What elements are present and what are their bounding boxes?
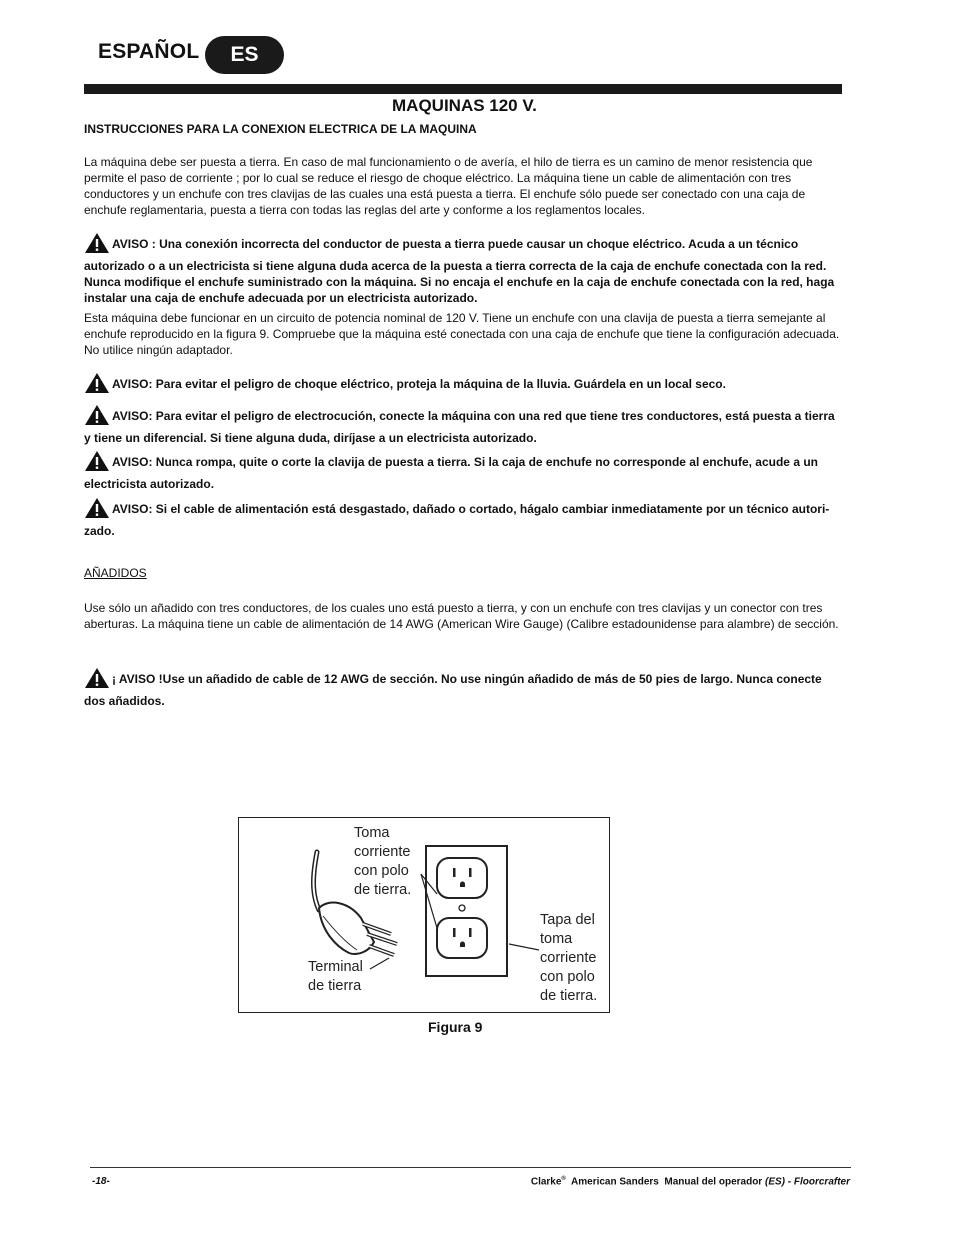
warning-icon [84,404,110,430]
footer-title: Clarke® American Sanders Manual del operador (ES) - Floorcrafter [530,1176,850,1188]
warning-item [84,372,844,398]
cover-label: Tapa del toma corriente con polo de tierra. [540,912,598,1004]
warning-text: AVISO: Para evitar el peligro de choque eléctrico, proteja la máquina de la lluvia. Guárdela en un local seco. [112,377,726,391]
outlet-label: Toma corriente con polo de tierra. [354,825,412,898]
warning-icon [84,450,110,476]
instructions-subtitle: INSTRUCCIONES PARA LA CONEXION ELECTRICA DE LA MAQUINA [84,122,477,136]
warning-item [84,497,844,539]
warning-icon [84,667,110,693]
terminal-label: Terminal de tierra [308,959,363,994]
warning-item [84,404,844,446]
footer-rule [90,1167,851,1168]
warning-text: AVISO: Si el cable de alimentación está desgastado, dañado o cortado, hágalo cambiar inmediatamente por un técnico autori-zado. [84,502,830,538]
warning-item [84,232,844,306]
paragraph-grounding: La máquina debe ser puesta a tierra. En caso de mal funcionamiento o de avería, el hilo de tierra es un camino de menor resistencia que permite el paso de corriente ; por lo cual se reduce el riesgo de choque eléctrico. La máquina tiene un cable de alimentación con tres conductores y un enchufe con tres clavijas de las cuales una está puesta a tierra. El enchufe sólo puede ser conectado con una caja de enchufe reglamentaria, puesta a tierra con todas las reglas del arte y conforme a los reglamentos locales. [84,155,813,217]
page-number: -18- [92,1176,110,1187]
section-title: MAQUINAS 120 V. [392,96,537,115]
paragraph-circuit: Esta máquina debe funcionar en un circuito de potencia nominal de 120 V. Tiene un enchufe con una clavija de puesta a tierra semejante al enchufe reproducido en la figura 9. Compruebe que la máquina esté conectada con una caja de enchufe que tiene la configuración adecuada. No utilice ningún adaptador. [84,311,840,357]
warning-text: ¡ AVISO !Use un añadido de cable de 12 AWG de sección. No use ningún añadido de más de 50 pies de largo. Nunca conecte dos añadidos. [84,672,822,708]
warning-item [84,450,844,492]
warning-text: AVISO : Una conexión incorrecta del conductor de puesta a tierra puede causar un choque eléctrico. Acuda a un técnico autorizado o a un electricista si tiene alguna duda acerca de la puesta a tierra correcta de la caja de enchufe conectada con la red. Nunca modifique el enchufe suministrado con la máquina. Si no encaja el enchufe en la caja de enchufe conectada con la red, haga instalar una caja de enchufe adecuada por un electricista autorizado. [84,237,835,305]
language-title: ESPAÑOL [98,40,200,63]
warning-item [84,667,844,709]
warning-icon [84,372,110,398]
warning-text: AVISO: Para evitar el peligro de electrocución, conecte la máquina con una red que tiene tres conductores, está puesta a tierra y tiene un diferencial. Si tiene alguna duda, diríjase a un electricista autorizado. [84,409,835,445]
header-rule [84,84,842,94]
figure-9-frame [238,817,610,1013]
paragraph-extension: Use sólo un añadido con tres conductores, de los cuales uno está puesto a tierra, y con un enchufe con tres clavijas y un conector con tres aberturas. La máquina tiene un cable de alimentación de 14 AWG (American Wire Gauge) (Calibre estadounidense para alambre) de sección. [84,601,839,631]
language-badge: ES [205,36,284,74]
warning-text: AVISO: Nunca rompa, quite o corte la clavija de puesta a tierra. Si la caja de enchufe no corresponde al enchufe, acude a un electricista autorizado. [84,455,818,491]
addenda-heading: AÑADIDOS [84,566,147,580]
figure-caption: Figura 9 [428,1019,483,1035]
warning-icon [84,497,110,523]
warning-icon [84,232,110,258]
